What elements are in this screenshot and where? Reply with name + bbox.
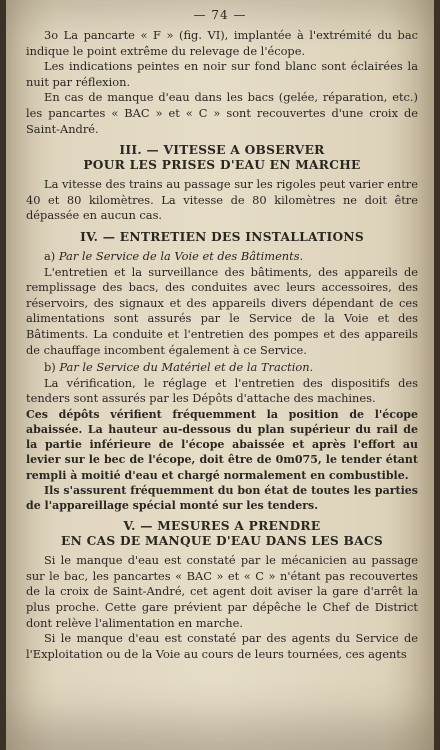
- subheading-b-number: b): [44, 360, 56, 375]
- section-heading-iii-line2: POUR LES PRISES D'EAU EN MARCHE: [83, 158, 361, 173]
- paragraph-manque-eau: En cas de manque d'eau dans les bacs (gelée, réparation, etc.) les pancartes « BAC » et « C » sont recouvertes d'une croix de Saint-André.: [26, 90, 418, 136]
- subheading-a-text: Par le Service de la Voie et des Bâtiments.: [58, 248, 304, 263]
- paragraph-appareillage: Ils s'assurent fréquemment du bon état de toutes les parties de l'appareillage spécial monté sur les tenders.: [26, 483, 418, 513]
- subheading-b-text: Par le Service du Matériel et de la Traction.: [59, 360, 314, 375]
- section-heading-v: [26, 519, 418, 549]
- paragraph-indications: Les indications peintes en noir sur fond blanc sont éclairées la nuit par réflexion.: [26, 59, 418, 89]
- paragraph-verification: La vérification, le réglage et l'entretien des dispositifs des tenders sont assurés par les Dépôts d'attache des machines.: [26, 375, 418, 406]
- section-heading-v-line2: EN CAS DE MANQUE D'EAU DANS LES BACS: [61, 534, 383, 549]
- paragraph-depots: Ces dépôts vérifient fréquemment la position de l'écope abaissée. La hauteur au-dessous du plan supérieur du rail de la partie inférieure de l'écope abaissée et après l'effort au levier sur le bec de l'écope, doit être de 0m075, le tender étant rempli à moitié d'eau et chargé normalement en combustible.: [26, 407, 418, 482]
- section-heading-iii-line1: III. — VITESSE A OBSERVER: [119, 143, 325, 158]
- page-content: [26, 28, 418, 662]
- subheading-a: [26, 249, 418, 265]
- paragraph-vitesse: La vitesse des trains au passage sur les rigoles peut varier entre 40 et 80 kilomètres. La vitesse de 80 kilomètres ne doit être dépassée en aucun cas.: [26, 177, 418, 223]
- section-heading-iv: IV. — ENTRETIEN DES INSTALLATIONS: [80, 229, 364, 244]
- paragraph-mecanicien: Si le manque d'eau est constaté par le mécanicien au passage sur le bac, les pancartes « BAC » et « C » n'étant pas recouvertes de la croix de Saint-André, cet agent doit aviser la gare d'arrêt la plus proche. Cette gare prévient par dépêche le Chef de District dont relève l'alimentation en marche.: [26, 553, 418, 630]
- section-heading-iii: [26, 143, 418, 173]
- subheading-b: [26, 360, 418, 376]
- page-number: — 74 —: [193, 8, 247, 22]
- paragraph-agents: Si le manque d'eau est constaté par des agents du Service de l'Exploitation ou de la Voie au cours de leurs tournées, ces agents: [26, 631, 418, 661]
- paragraph-entretien: L'entretien et la surveillance des bâtiments, des appareils de remplissage des bacs, des conduites avec leurs accessoires, des réservoirs, des signaux et des appareils divers dépendant de ces alimentations sont assurés par le Service de la Voie et des Bâtiments. La conduite et l'entretien des pompes et des appareils de chauffage incombent également à ce Service.: [26, 264, 418, 357]
- section-heading-v-line1: V. — MESURES A PRENDRE: [123, 519, 321, 534]
- paragraph-pancarte-f: 3o La pancarte « F » (fig. VI), implantée à l'extrémité du bac indique le point extrême du relevage de l'écope.: [26, 28, 418, 58]
- book-page: [6, 0, 434, 750]
- subheading-a-number: a): [44, 248, 56, 263]
